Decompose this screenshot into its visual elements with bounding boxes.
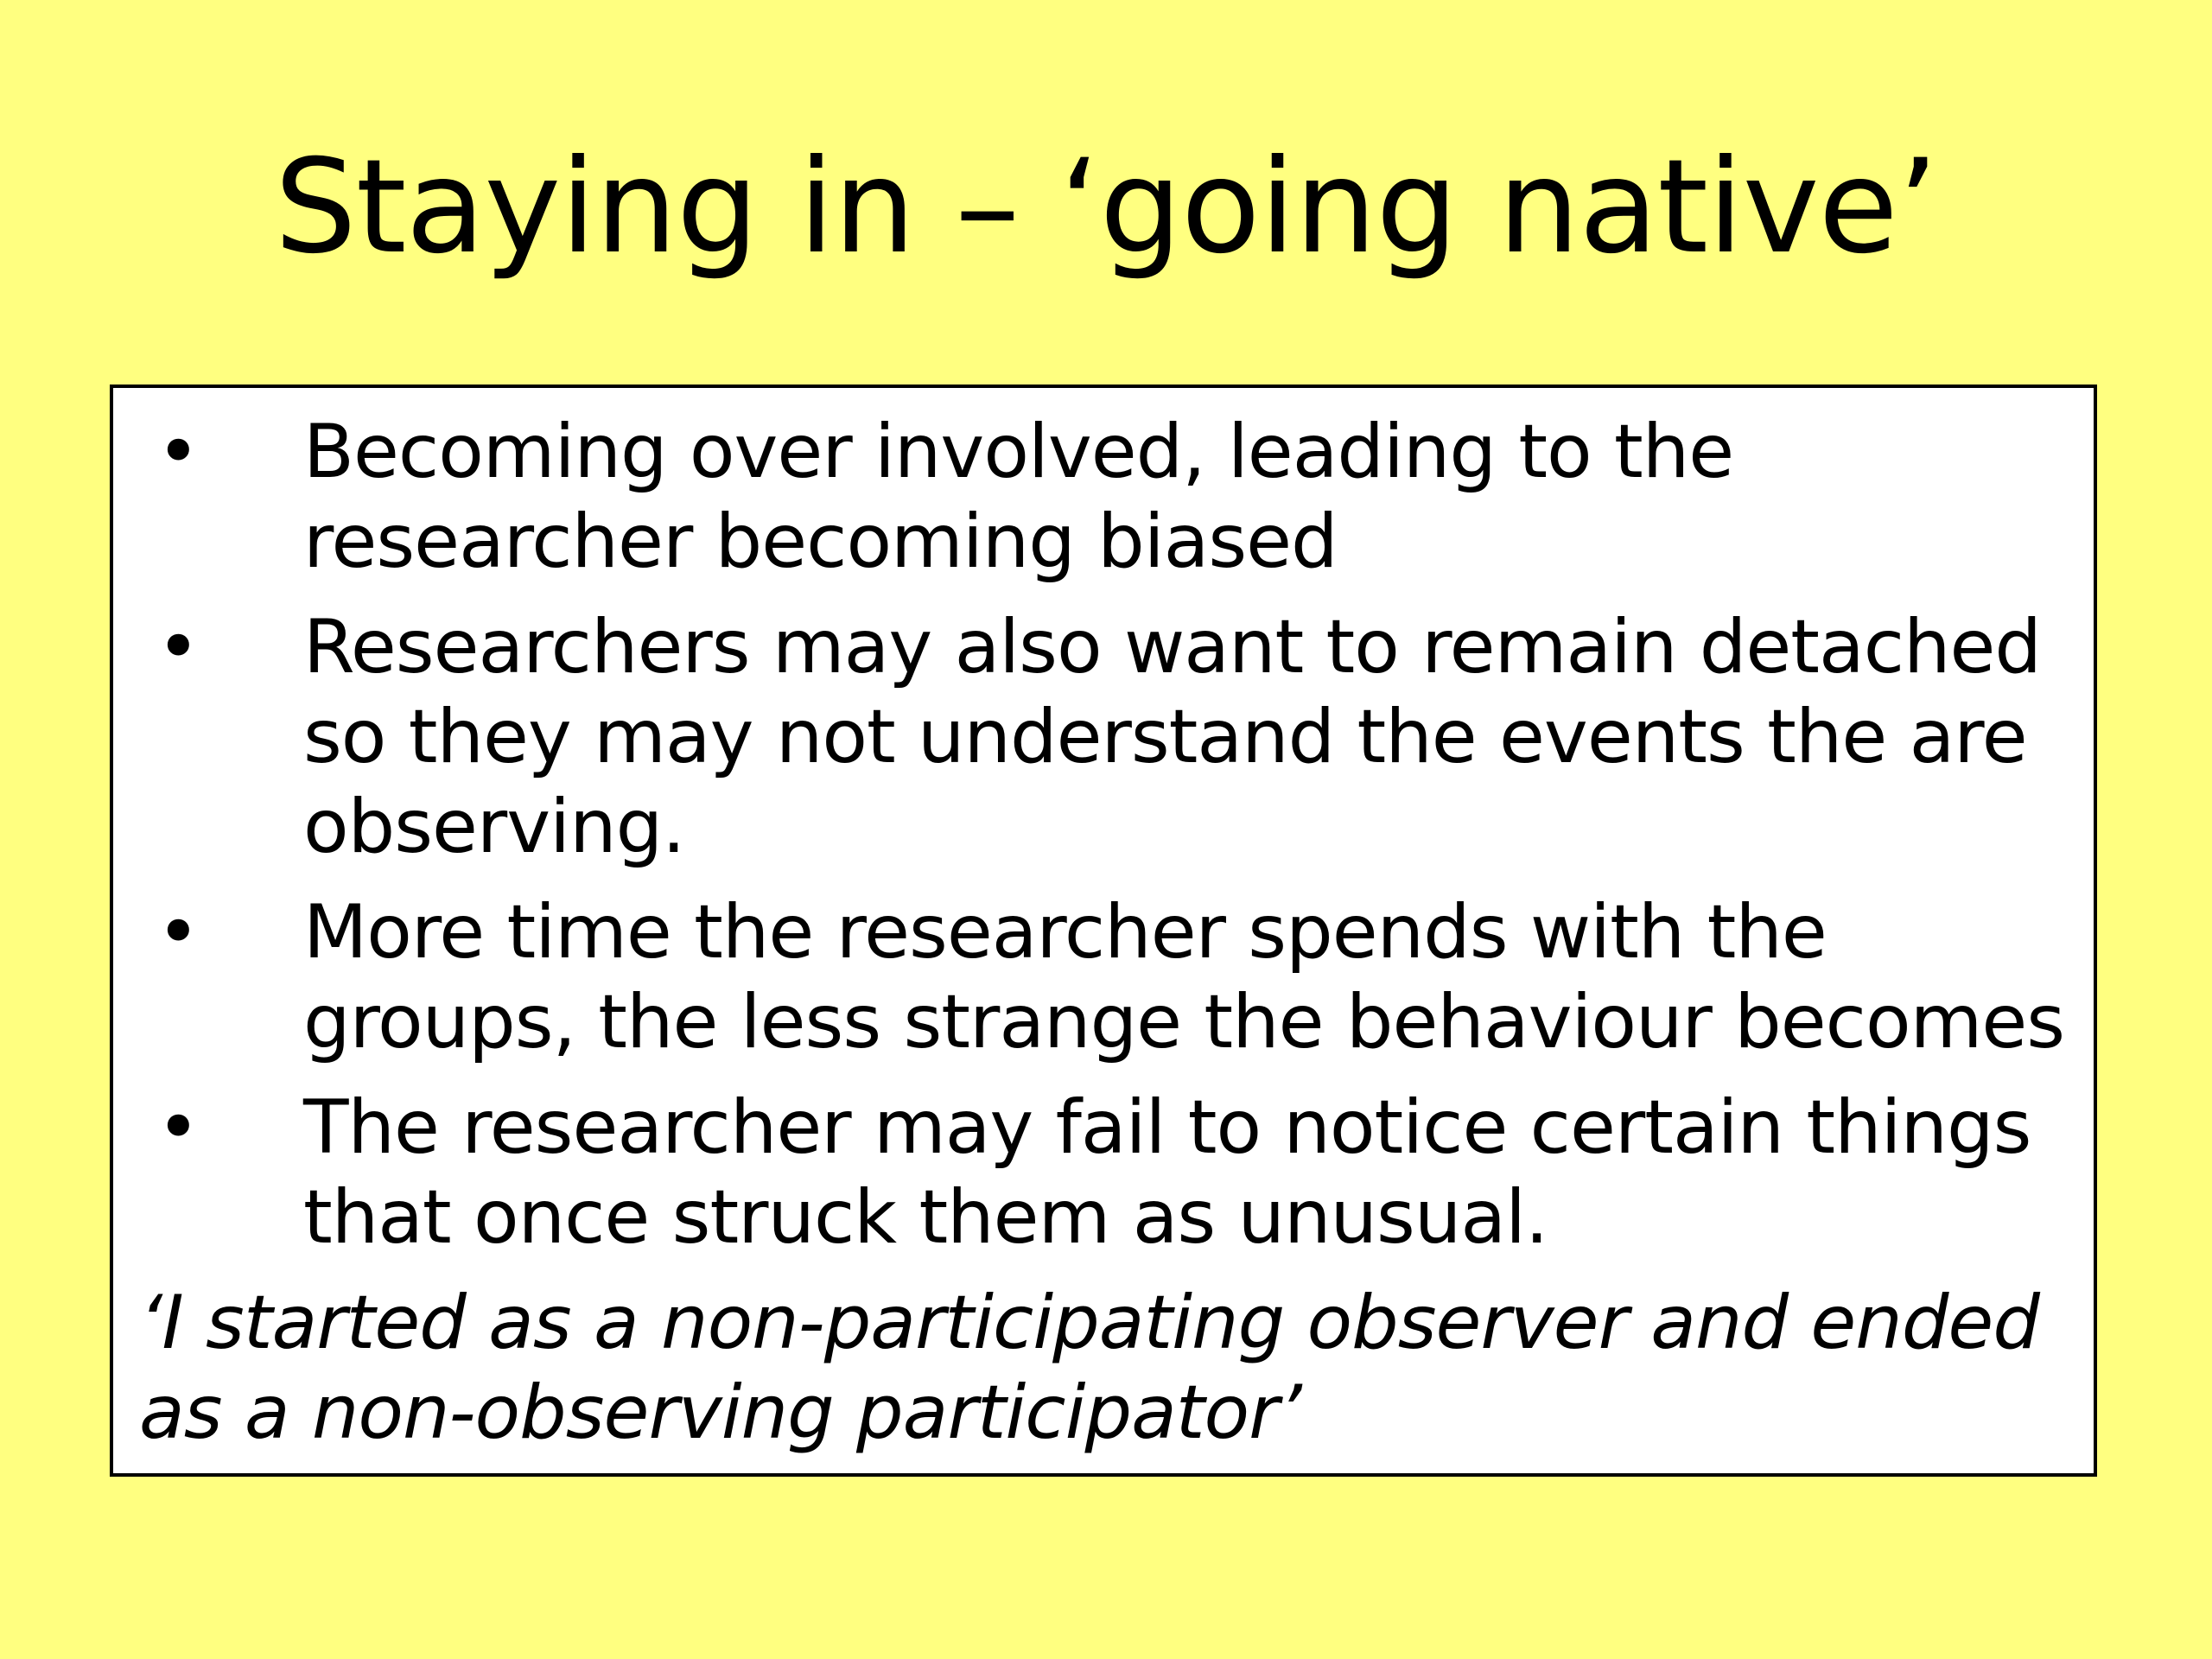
bullet-icon: • (156, 889, 200, 976)
bullet-icon: • (156, 409, 200, 495)
bullet-item-3 (139, 887, 2068, 1067)
bullet-item-1 (139, 407, 2068, 587)
bullet-icon: • (156, 1084, 200, 1171)
bullet-item-4 (139, 1083, 2068, 1262)
bullet-item-2 (139, 602, 2068, 872)
quote-text: ‘I started as a non-participating observer and ended as a non-observing participator’ (139, 1280, 2039, 1456)
bullet-text-1: Becoming over involved, leading to the researcher becoming biased (303, 409, 1734, 585)
bullet-text-4: The researcher may fail to notice certain things that once struck them as unusual. (303, 1084, 2031, 1261)
bullet-text-2: Researchers may also want to remain detached so they may not understand the events the are observing. (303, 604, 2042, 870)
slide-title: Staying in – ‘going native’ (274, 132, 1938, 283)
bullet-text-3: More time the researcher spends with the groups, the less strange the behaviour becomes (303, 889, 2065, 1065)
bullet-icon: • (156, 604, 200, 690)
content-box (110, 385, 2097, 1477)
bullet-list (139, 407, 2068, 1262)
